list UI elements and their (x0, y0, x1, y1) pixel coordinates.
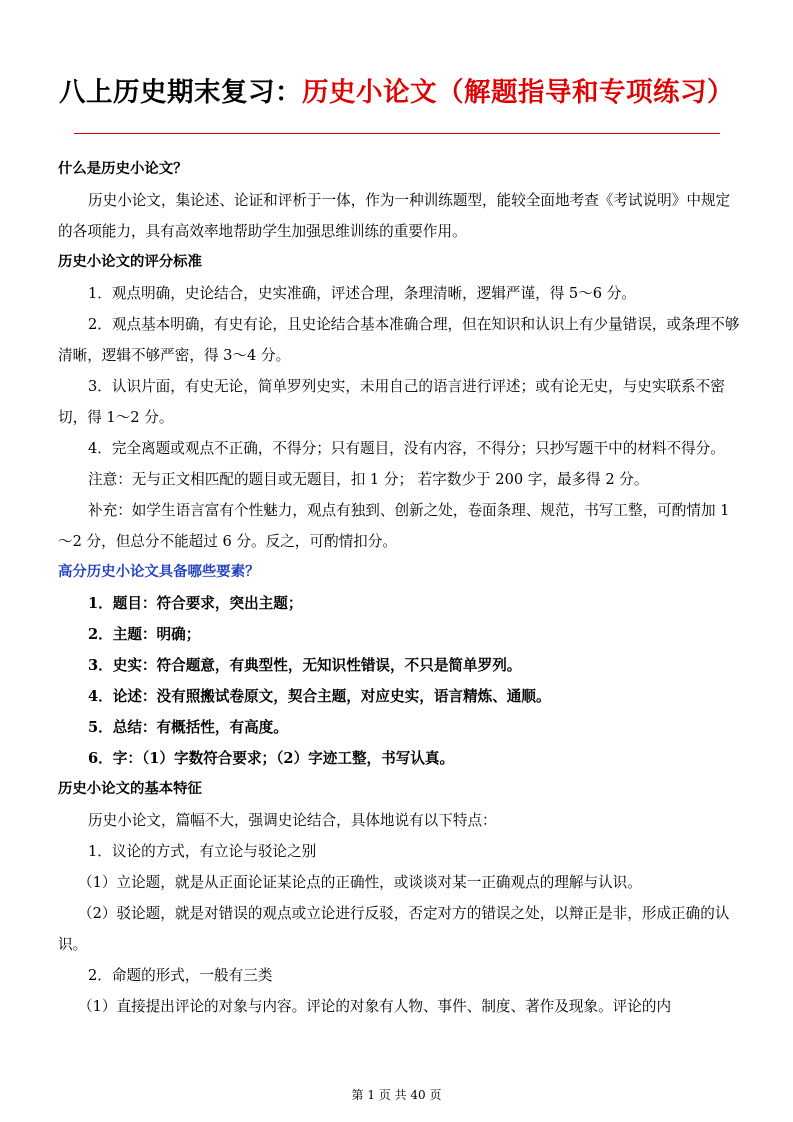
criteria-item-1: 1．观点明确，史论结合，史实准确，评述合理，条理清晰，逻辑严谨，得 5～6 分。 (88, 285, 636, 302)
criteria-note: 注意：无与正文相匹配的题目或无题目，扣 1 分； 若字数少于 200 字，最多得 2 分。 (88, 471, 649, 488)
criteria-item-3: 3．认识片面，有史无论，简单罗列史实，未用自己的语言进行评述；或有论无史，与史实联系不密切，得 1～2 分。 (58, 378, 725, 426)
element-item-2: 2．主题：明确； (88, 626, 201, 643)
element-item-3: 3．史实：符合题意，有典型性，无知识性错误，不只是简单罗列。 (88, 657, 522, 674)
page-footer: 第 1 页 共 40 页 (351, 1088, 442, 1102)
element-item-4: 4．论述：没有照搬试卷原文，契合主题，对应史实，语言精炼、通顺。 (88, 688, 551, 705)
title-topic: 历史小论文（解题指导和专项练习） (302, 77, 734, 108)
features-intro: 历史小论文，篇幅不大，强调史论结合，具体地说有以下特点： (88, 812, 497, 829)
features-point-2: 2．命题的形式，一般有三类 (88, 967, 273, 984)
element-item-6: 6．字：（1）字数符合要求；（2）字迹工整，书写认真。 (88, 750, 455, 767)
para-definition: 历史小论文，集论述、论证和评析于一体，作为一种训练题型，能较全面地考查《考试说明》中规定的各项能力，具有高效率地帮助学生加强思维训练的重要作用。 (58, 192, 731, 240)
heading-elements: 高分历史小论文具备哪些要素？ (58, 564, 260, 580)
features-point-2a: （1）直接提出评论的对象与内容。评论的对象有人物、事件、制度、著作及现象。评论的内 (78, 998, 672, 1015)
criteria-supplement: 补充：如学生语言富有个性魅力，观点有独到、创新之处，卷面条理、规范，书写工整，可酌情加 1～2 分，但总分不能超过 6 分。反之，可酌情扣分。 (58, 502, 730, 550)
element-item-5: 5．总结：有概括性，有高度。 (88, 719, 288, 736)
heading-criteria: 历史小论文的评分标准 (58, 254, 202, 270)
title-prefix: 八上历史期末复习： (59, 77, 302, 108)
element-item-1: 1．题目：符合要求，突出主题； (88, 595, 303, 612)
features-point-1b: （2）驳论题，就是对错误的观点或立论进行反驳，否定对方的错误之处，以辩正是非，形成正确的认识。 (58, 905, 730, 953)
features-point-1: 1．议论的方式，有立论与驳论之别 (88, 843, 317, 860)
page-title (0, 70, 793, 109)
document-body (58, 154, 744, 1022)
criteria-item-4: 4．完全离题或观点不正确，不得分；只有题目，没有内容，不得分；只抄写题干中的材料不得分。 (88, 440, 725, 457)
heading-features: 历史小论文的基本特征 (58, 781, 202, 797)
criteria-item-2: 2．观点基本明确，有史有论，且史论结合基本准确合理，但在知识和认识上有少量错误，或条理不够清晰，逻辑不够严密，得 3～4 分。 (58, 316, 740, 364)
heading-what-is: 什么是历史小论文？ (58, 161, 188, 177)
title-divider (74, 133, 720, 134)
features-point-1a: （1）立论题，就是从正面论证某论点的正确性，或谈谈对某一正确观点的理解与认识。 (78, 874, 642, 891)
